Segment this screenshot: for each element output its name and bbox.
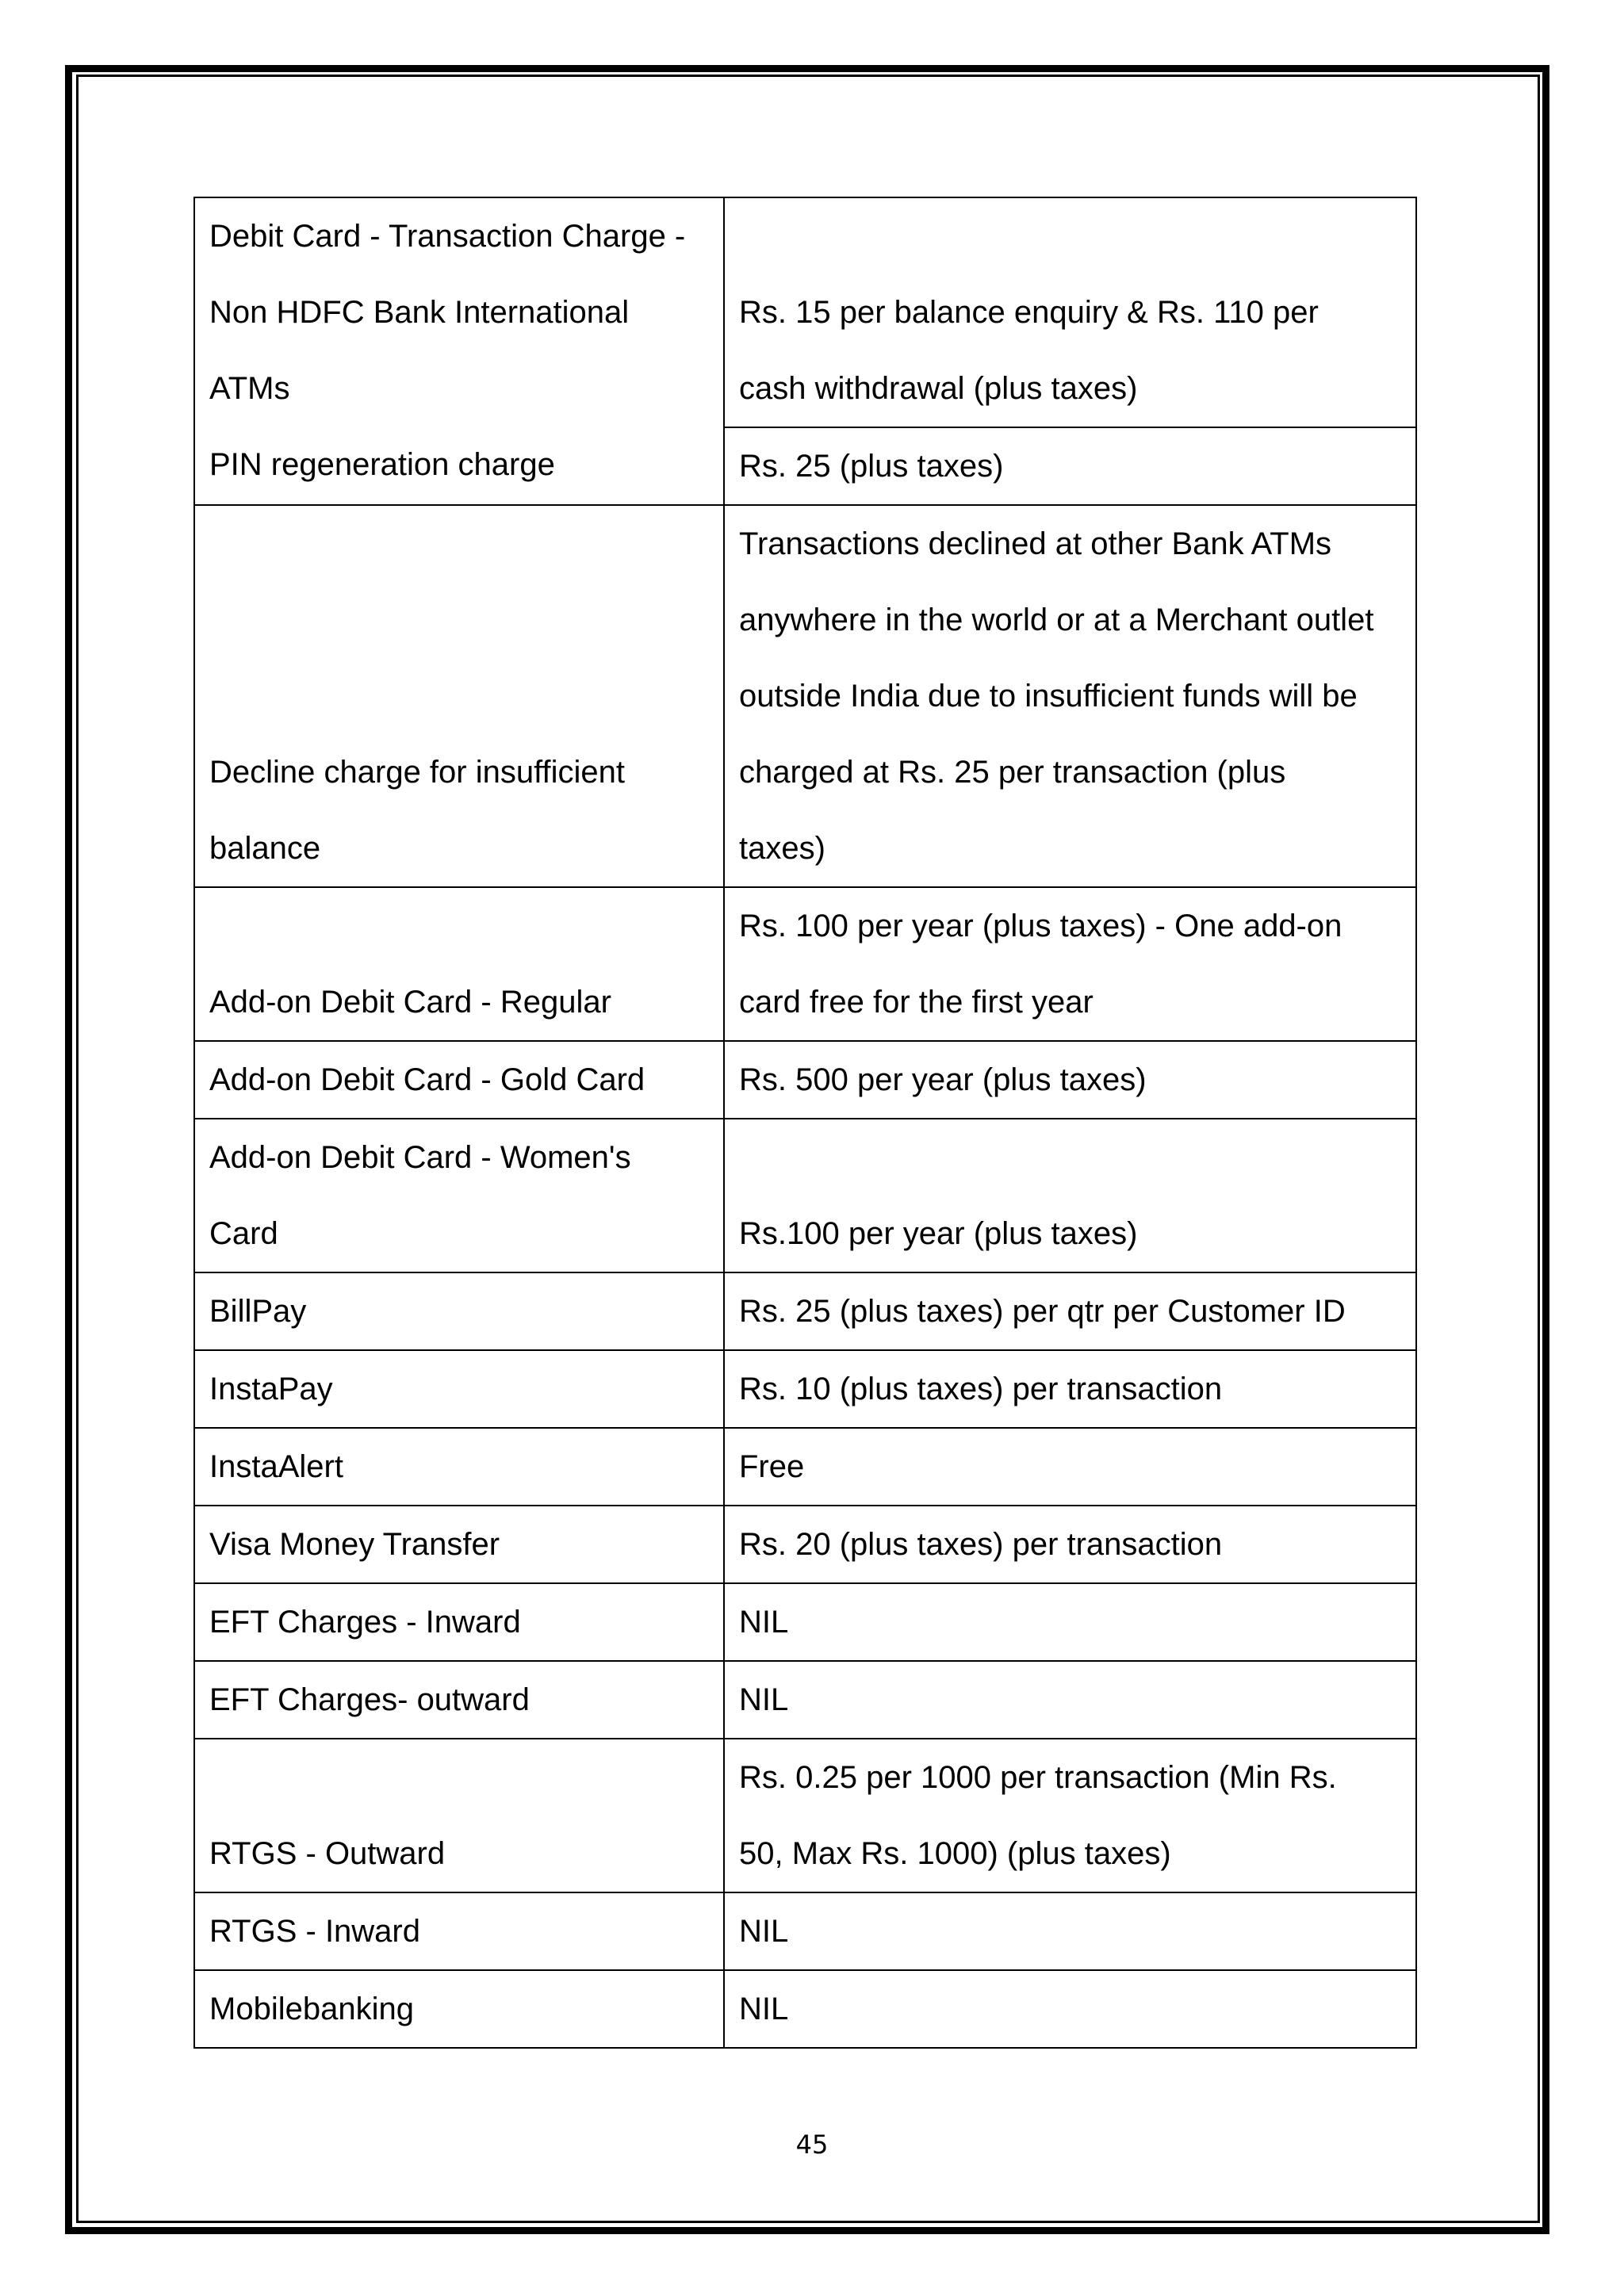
charge-cell [724, 1892, 1416, 1970]
charge-text: anywhere in the world or at a Merchant outlet [739, 603, 1374, 637]
table-row [194, 1428, 1416, 1506]
service-text: Add-on Debit Card - Gold Card [209, 1062, 645, 1097]
service-cell [194, 1506, 724, 1583]
service-text: Visa Money Transfer [209, 1527, 500, 1562]
charge-cell [724, 1583, 1416, 1661]
charge-text: card free for the first year [739, 985, 1094, 1020]
charge-text: Rs.100 per year (plus taxes) [739, 1216, 1138, 1251]
charge-text: outside India due to insufficient funds will be [739, 679, 1358, 714]
table-row [194, 1041, 1416, 1119]
charge-cell [724, 1272, 1416, 1350]
service-cell [194, 1041, 724, 1119]
charge-text: NIL [739, 1992, 789, 2026]
service-cell [194, 505, 724, 887]
service-cell [194, 1350, 724, 1428]
charge-cell [724, 1506, 1416, 1583]
table-row [194, 1350, 1416, 1428]
service-cell [194, 1970, 724, 2048]
service-text: InstaPay [209, 1372, 333, 1406]
charge-text: Rs. 20 (plus taxes) per transaction [739, 1527, 1223, 1562]
page-number: 45 [795, 2130, 829, 2160]
charge-text: 50, Max Rs. 1000) (plus taxes) [739, 1836, 1171, 1871]
service-text: EFT Charges- outward [209, 1682, 530, 1717]
charge-text: Transactions declined at other Bank ATMs [739, 526, 1332, 561]
service-text: Non HDFC Bank International [209, 295, 630, 330]
service-text: RTGS - Inward [209, 1914, 420, 1949]
service-text: PIN regeneration charge [209, 447, 555, 482]
service-cell [194, 887, 724, 1041]
service-cell [194, 1739, 724, 1892]
service-text: EFT Charges - Inward [209, 1605, 521, 1640]
service-text: InstaAlert [209, 1449, 343, 1484]
service-text: Add-on Debit Card - Regular [209, 985, 611, 1020]
charge-text: Rs. 500 per year (plus taxes) [739, 1062, 1147, 1097]
charge-text: cash withdrawal (plus taxes) [739, 371, 1138, 406]
charge-cell [724, 1739, 1416, 1892]
service-cell [194, 1272, 724, 1350]
service-cell [194, 1583, 724, 1661]
service-text: Decline charge for insufficient [209, 755, 625, 790]
table-row [194, 1661, 1416, 1739]
fee-table [193, 197, 1417, 2049]
charge-text: Rs. 100 per year (plus taxes) - One add-on [739, 909, 1342, 943]
charge-cell [724, 197, 1416, 427]
charge-text: NIL [739, 1914, 789, 1949]
charge-cell [724, 1970, 1416, 2048]
service-text: RTGS - Outward [209, 1836, 446, 1871]
table-row [194, 1506, 1416, 1583]
service-text: Add-on Debit Card - Women's [209, 1140, 631, 1175]
service-cell [194, 1661, 724, 1739]
service-text: Debit Card - Transaction Charge - [209, 219, 686, 254]
service-cell [194, 1428, 724, 1506]
charge-text: Rs. 0.25 per 1000 per transaction (Min Rs. [739, 1760, 1337, 1795]
charge-cell [724, 887, 1416, 1041]
table-row [194, 887, 1416, 1041]
service-cell [194, 1892, 724, 1970]
charge-cell [724, 1428, 1416, 1506]
table-row [194, 1739, 1416, 1892]
table-row [194, 1272, 1416, 1350]
service-text: balance [209, 831, 321, 866]
table-row [194, 505, 1416, 887]
charge-text: Rs. 10 (plus taxes) per transaction [739, 1372, 1223, 1406]
table-row [194, 1892, 1416, 1970]
service-cell [194, 1119, 724, 1272]
table-row [194, 1583, 1416, 1661]
service-text: Mobilebanking [209, 1992, 414, 2026]
table-row [194, 1119, 1416, 1272]
service-text: ATMs [209, 371, 290, 406]
service-text: Card [209, 1216, 278, 1251]
charge-text: charged at Rs. 25 per transaction (plus [739, 755, 1286, 790]
service-text: BillPay [209, 1294, 307, 1329]
charge-text: taxes) [739, 831, 825, 866]
service-cell [194, 197, 724, 505]
charge-text: NIL [739, 1682, 789, 1717]
charge-text: NIL [739, 1605, 789, 1640]
charge-cell [724, 1041, 1416, 1119]
charge-text: Rs. 15 per balance enquiry & Rs. 110 per [739, 295, 1319, 330]
table-row [194, 197, 1416, 427]
charge-cell [724, 1661, 1416, 1739]
charge-text: Rs. 25 (plus taxes) [739, 449, 1004, 484]
charge-cell [724, 1350, 1416, 1428]
charge-cell [724, 505, 1416, 887]
charge-cell [724, 427, 1416, 505]
charge-text: Rs. 25 (plus taxes) per qtr per Customer ID [739, 1294, 1346, 1329]
table-row [194, 1970, 1416, 2048]
charge-cell [724, 1119, 1416, 1272]
charge-text: Free [739, 1449, 805, 1484]
